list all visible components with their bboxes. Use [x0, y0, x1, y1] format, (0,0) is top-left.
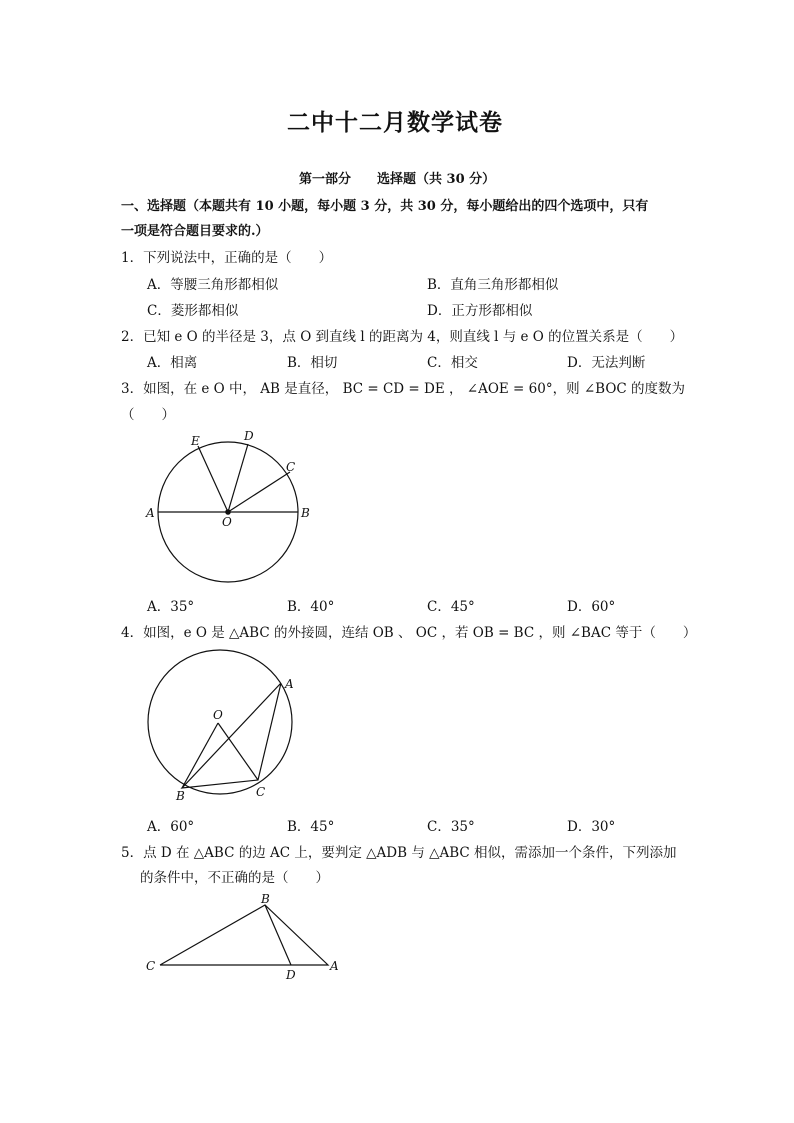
label-b: B — [176, 789, 185, 803]
question-1-stem: 1．下列说法中，正确的是（ ） — [121, 250, 333, 266]
label-b: B — [261, 892, 270, 906]
label-a: A — [330, 959, 339, 973]
part-heading: 第一部分 选择题（共 30 分） — [299, 172, 496, 187]
segment-bd — [265, 905, 291, 965]
question-1-option-c: C．菱形都相似 — [147, 303, 239, 319]
label-c: C — [256, 785, 266, 799]
triangle-abc — [160, 905, 328, 965]
question-3-option-a: A．35° — [147, 599, 195, 615]
question-2-option-b: B．相切 — [287, 355, 338, 371]
radius-od — [228, 444, 248, 512]
label-a: A — [146, 506, 155, 520]
question-5-figure-triangle — [140, 892, 360, 987]
circumcircle-o — [148, 650, 292, 794]
question-2-option-a: A．相离 — [147, 355, 198, 371]
label-c: C — [286, 460, 296, 474]
section-instructions-line1: 一、选择题（本题共有 10 小题，每小题 3 分，共 30 分，每小题给出的四个选项中，只有 — [121, 199, 649, 214]
label-o: O — [222, 515, 232, 529]
question-5-stem: 5．点 D 在 △ABC 的边 AC 上，要判定 △ADB 与 △ABC 相似，需添加一个条件，下列添加 — [121, 845, 677, 861]
question-3-figure-circle-diagram — [140, 428, 340, 598]
question-4-option-d: D．30° — [567, 819, 616, 835]
question-3-option-d: D．60° — [567, 599, 616, 615]
question-3-stem-continued: （ ） — [121, 407, 175, 423]
question-3-option-b: B．40° — [287, 599, 335, 615]
label-d: D — [286, 968, 296, 982]
question-1-option-d: D．正方形都相似 — [427, 303, 533, 319]
question-2-option-c: C．相交 — [427, 355, 478, 371]
question-4-stem: 4．如图，e O 是 △ABC 的外接圆，连结 OB 、 OC ，若 OB = BC ，则 ∠BAC 等于（ ） — [121, 625, 697, 641]
radius-oe — [198, 446, 228, 512]
question-4-option-b: B．45° — [287, 819, 335, 835]
question-2-option-d: D．无法判断 — [567, 355, 646, 371]
question-2-stem: 2．已知 e O 的半径是 3，点 O 到直线 l 的距离为 4，则直线 l 与 e O 的位置关系是（ ） — [121, 329, 684, 345]
triangle-abc — [182, 683, 281, 788]
question-3-stem: 3．如图，在 e O 中， AB 是直径， BC = CD = DE ， ∠AOE = 60°，则 ∠BOC 的度数为 — [121, 381, 686, 397]
question-1-option-b: B．直角三角形都相似 — [427, 277, 559, 293]
label-e: E — [191, 434, 200, 448]
question-5-stem-continued: 的条件中，不正确的是（ ） — [140, 870, 329, 886]
question-4-figure-circumscribed-circle — [140, 646, 310, 806]
section-instructions-line2: 一项是符合题目要求的.） — [121, 224, 269, 239]
label-b: B — [301, 506, 310, 520]
question-4-option-c: C．35° — [427, 819, 475, 835]
page-title: 二中十二月数学试卷 — [287, 109, 503, 136]
label-c: C — [146, 959, 156, 973]
question-3-option-c: C．45° — [427, 599, 475, 615]
question-1-option-a: A．等腰三角形都相似 — [147, 277, 279, 293]
question-4-option-a: A．60° — [147, 819, 195, 835]
radius-oc — [228, 472, 290, 512]
label-d: D — [244, 429, 254, 443]
label-a: A — [285, 677, 294, 691]
segment-oc — [218, 723, 258, 780]
center-point-o — [226, 510, 230, 514]
label-o: O — [213, 708, 223, 722]
